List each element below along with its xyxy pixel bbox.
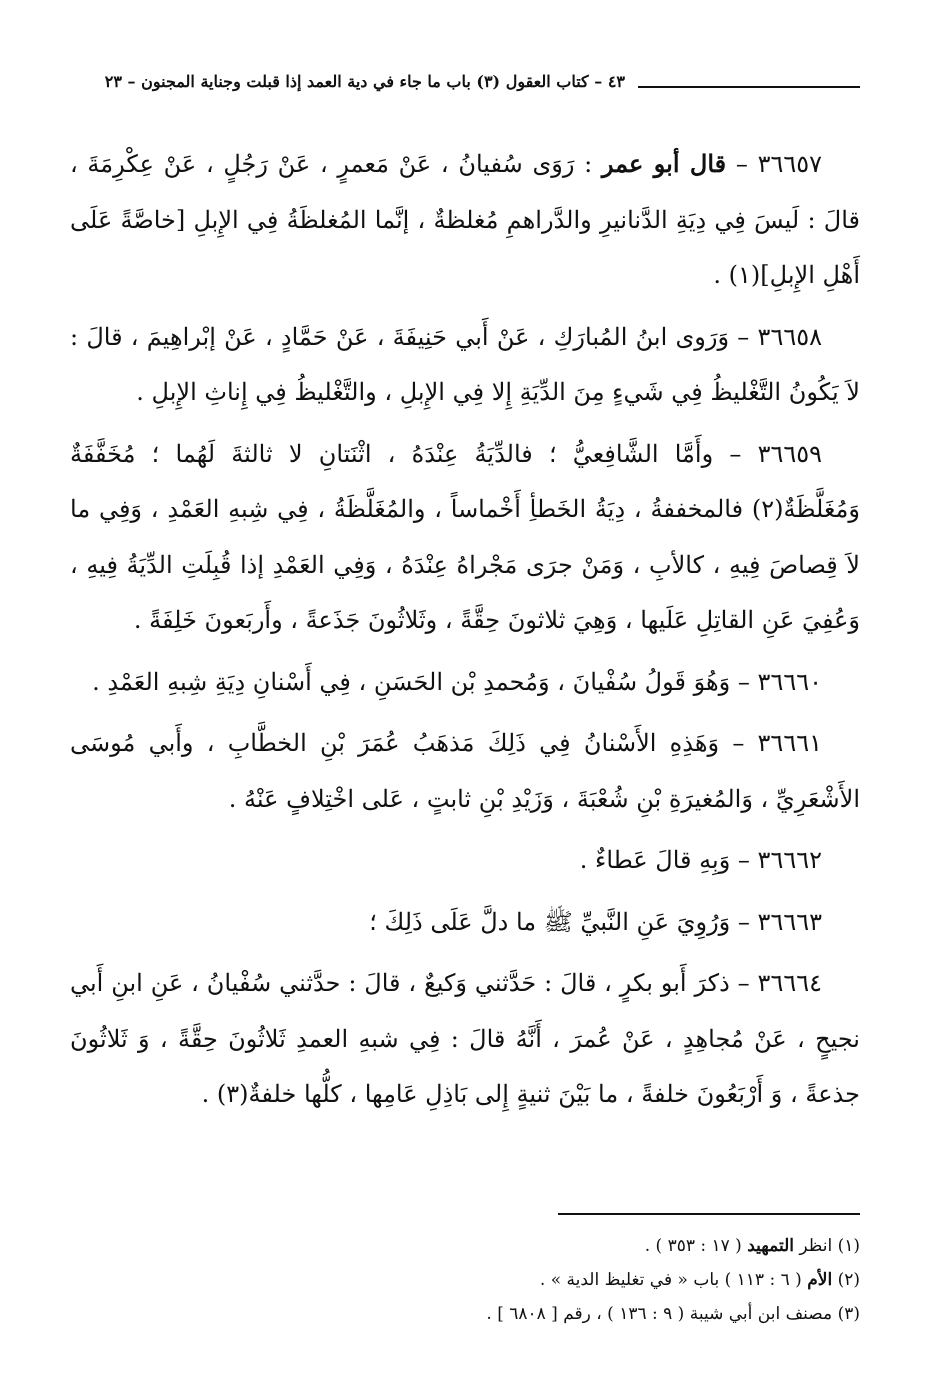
header-title: ٤٣ – كتاب العقول (٣) باب ما جاء في دية العمد إذا قبلت وجناية المجنون – ٢٣ [104, 72, 625, 91]
paragraph-number: ٣٦٦٦٣ [757, 907, 822, 936]
paragraph-text: – وَهَذِهِ الأَسْنانُ فِي ذَلِكَ مَذهَبُ عُمَرَ بْنِ الخطَّابِ ، وأَبي مُوسَى الأَشْعَرِيِّ ، وَالمُغيرَةِ بْنِ شُعْبَةَ ، وَزَيْدِ بْنِ ثابتٍ ، عَلى اخْتِلافٍ عَنْهُ . [70, 729, 860, 813]
footnote [80, 1229, 860, 1263]
footnote-source: التمهيد [747, 1236, 794, 1256]
footnote-pre: انظر [799, 1236, 833, 1256]
footnote-mark: (٢) [837, 1270, 860, 1290]
paragraph-number: ٣٦٦٥٨ [757, 322, 822, 351]
header-rule [638, 86, 860, 88]
footnote-ref: ( ٦ : ١١٣ ) باب « في تغليظ الدية » . [539, 1270, 802, 1290]
paragraph-number: ٣٦٦٦٠ [757, 667, 822, 696]
paragraph-text: – وَرَوى ابنُ المُبارَكِ ، عَنْ أَبي حَنِيفَةَ ، عَنْ حَمَّادٍ ، عَنْ إبْراهِيمَ ، قالَ : لاَ يَكُونُ التَّغْليظُ فِي شَيءٍ مِنَ الدِّيَةِ إِلا فِي الإِبلِ ، والتَّغْليظُ فِي إِناثِ الإِبلِ . [70, 322, 860, 406]
paragraph [70, 956, 860, 1123]
paragraph-text: : رَوَى سُفيانُ ، عَنْ مَعمرٍ ، عَنْ رَجُلٍ ، عَنْ عِكْرِمَةَ ، قالَ : لَيسَ فِي دِيَةِ الدَّنانيرِ والدَّراهمِ مُغلظةٌ ، إنَّما المُغلظَةُ فِي الإِبلِ [خاصَّةً عَلَى أَهْلِ الإِبلِ](١) . [70, 150, 860, 289]
paragraph-text: – ذكرَ أَبو بكرٍ ، قالَ : حَدَّثني وَكيعٌ ، قالَ : حدَّثني سُفْيانُ ، عَنِ ابنِ أَبي نجيحٍ ، عَنْ مُجاهِدٍ ، عَنْ عُمرَ ، أَنَّهُ قالَ : فِي شبهِ العمدِ ثَلاثُونَ حِقَّةً ، وَ ثَلاثُونَ جذعةً ، وَ أَرْبَعُونَ خلفةً ، ما بَيْنَ ثنيةٍ إِلى بَاذِلِ عَامِها ، كلُّها خلفةٌ(٣) . [70, 969, 860, 1108]
footnote-source: الأم [807, 1270, 833, 1290]
footnote-ref: ( ٩ : ١٣٦ ) ، رقم [ ٦٨٠٨ ] . [486, 1304, 685, 1324]
paragraph [70, 310, 860, 421]
running-header [78, 66, 860, 106]
footnote-mark: (١) [837, 1236, 860, 1256]
footnote [80, 1263, 860, 1297]
paragraph-text: – وَرُوِيَ عَنِ النَّبيِّ ﷺ ما دلَّ عَلَى ذَلِكَ ؛ [369, 907, 750, 936]
paragraph-number: ٣٦٦٥٧ [757, 150, 823, 178]
paragraph-text: – وَبِهِ قالَ عَطاءٌ . [579, 846, 750, 874]
paragraph [70, 716, 860, 827]
main-text [70, 136, 860, 1129]
footnote [80, 1297, 860, 1331]
footnote-pre: مصنف ابن أبي شيبة [689, 1304, 833, 1324]
paragraph: ٣٦٦٥٧ – قال أبو عمر : رَوَى سُفيانُ ، عَنْ مَعمرٍ ، عَنْ رَجُلٍ ، عَنْ عِكْرِمَةَ ، قالَ : لَيسَ فِي دِيَةِ الدَّنانيرِ والدَّراهمِ مُغلظةٌ ، إنَّما المُغلظَةُ فِي الإِبلِ [خاصَّةً عَلَى أَهْلِ الإِبلِ](١) . [70, 149, 860, 289]
paragraph [70, 833, 860, 889]
paragraph-number: ٣٦٦٦٤ [757, 969, 822, 997]
paragraph-number: ٣٦٦٦١ [757, 729, 822, 757]
paragraph-text: – وَهُوَ قَولُ سُفْيانَ ، وَمُحمدِ بْن الحَسَنِ ، فِي أَسْنانِ دِيَةِ شِبهِ العَمْدِ . [92, 667, 750, 696]
paragraph [70, 427, 860, 649]
paragraph-number: ٣٦٦٦٢ [757, 846, 822, 874]
footnote-mark: (٣) [837, 1304, 860, 1324]
footnotes [80, 1229, 860, 1331]
paragraph-number: ٣٦٦٥٩ [757, 439, 823, 468]
footnote-separator [558, 1213, 860, 1215]
footnote-ref: ( ١٧ : ٣٥٣ ) . [644, 1236, 742, 1256]
paragraph-text: – وأَمَّا الشَّافِعيُّ ؛ فالدِّيَةُ عِنْدَهُ ، اثْنَتانِ لا ثالثةَ لَهُما ؛ مُخَفَّفَةٌ وَمُغَلَّظَةٌ(٢) فالمخففةُ ، دِيَةُ الخَطأِ أَخْماساً ، والمُغَلَّظَةُ ، فِي شِبهِ العَمْدِ ، وَفِي ما لاَ قِصاصَ فِيهِ ، كالأبِ ، وَمَنْ جرَى مَجْراهُ عِنْدَهُ ، وَفِي العَمْدِ إذا قُبِلَتِ الدِّيَةُ فِيهِ ، وَعُفِيَ عَنِ القاتِلِ عَلَيها ، وَهِيَ ثلاثونَ حِقَّةً ، وثَلاثُونَ جَذَعةً ، وأَربَعونَ خَلِفَةً . [70, 439, 860, 634]
paragraph [70, 895, 860, 951]
paragraph [70, 655, 860, 711]
speaker: قال أبو عمر [601, 149, 727, 178]
